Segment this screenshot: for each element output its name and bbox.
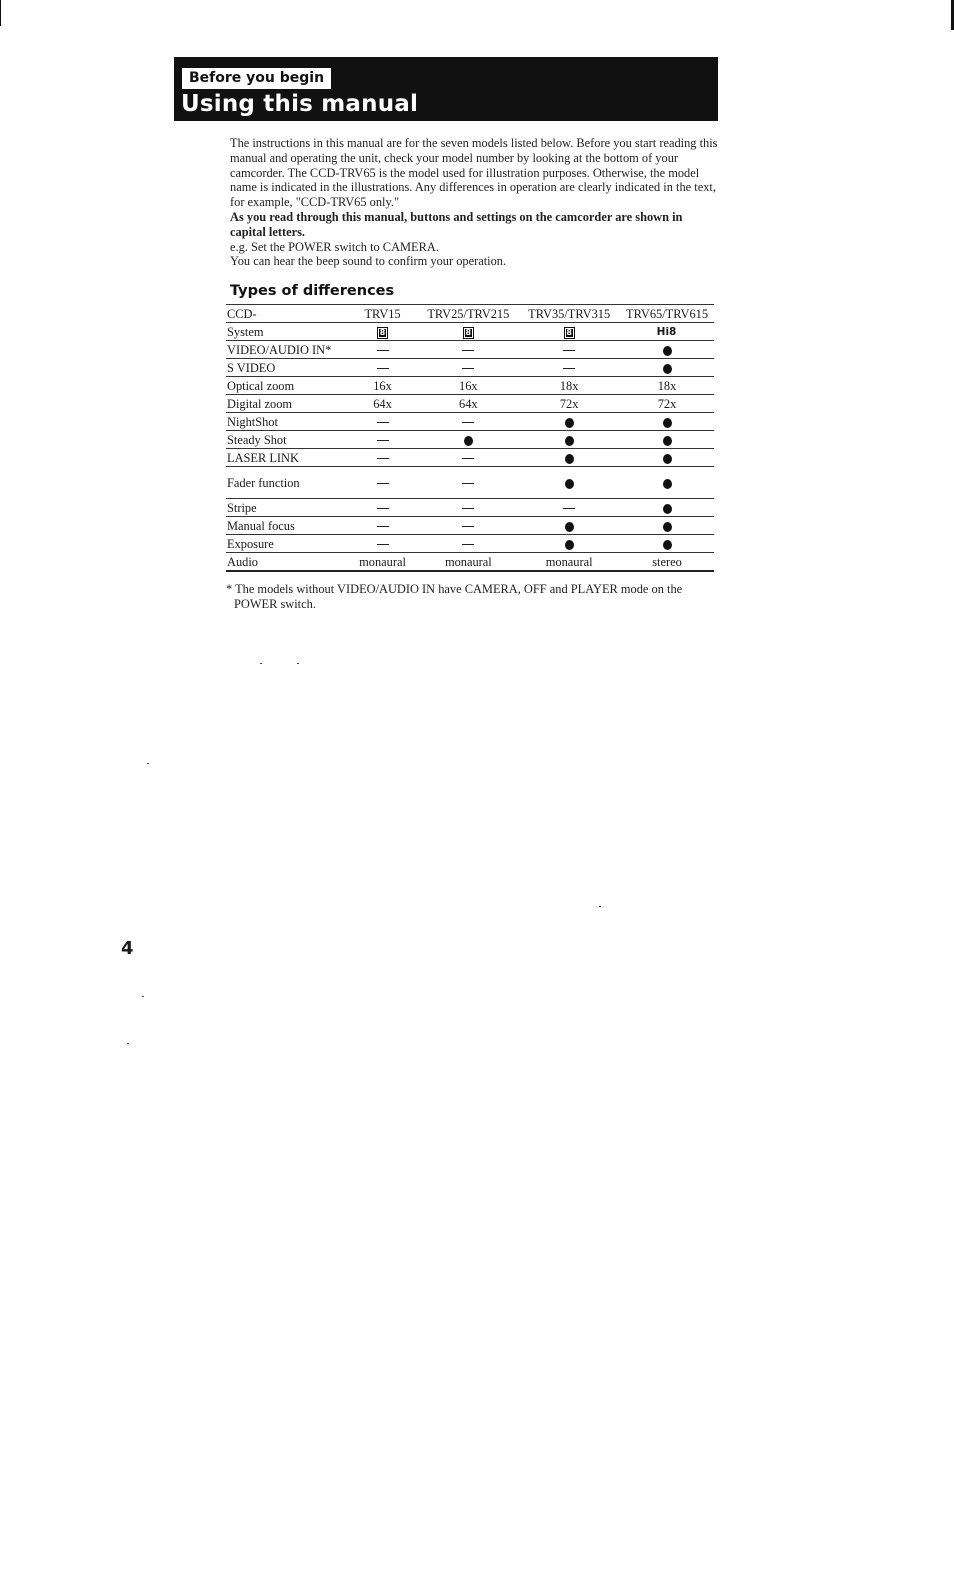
feature-unsupported-icon — [347, 467, 419, 499]
feature-unsupported-icon — [347, 535, 419, 553]
feature-supported-icon — [620, 517, 714, 535]
feature-unsupported-icon — [347, 517, 419, 535]
feature-unsupported-icon — [518, 341, 620, 359]
scan-speck — [127, 1043, 129, 1044]
table-row — [226, 341, 714, 359]
row-label: Audio — [226, 553, 347, 572]
table-row — [226, 535, 714, 553]
table-row — [226, 359, 714, 377]
differences-table — [226, 304, 714, 572]
feature-unsupported-icon — [347, 359, 419, 377]
feature-supported-icon — [620, 359, 714, 377]
cell-value: 18x — [518, 377, 620, 395]
cell-value: 18x — [620, 377, 714, 395]
feature-unsupported-icon — [347, 449, 419, 467]
feature-supported-icon — [518, 535, 620, 553]
cell-value: 16x — [347, 377, 419, 395]
feature-supported-icon — [418, 431, 518, 449]
intro-paragraph: The instructions in this manual are for the seven models listed below. Before you start reading this manual and operating the unit, check your model number by looking at the bottom of your camcorder. The CCD-TRV65 is the model used for illustration purposes. Otherwise, the model name is indicated in the illustrations. Any differences in operation are clearly indicated in the text, for example, "CCD-TRV65 only." — [230, 136, 718, 210]
system-8-icon: 8 — [418, 323, 518, 341]
feature-unsupported-icon — [418, 341, 518, 359]
table-row — [226, 499, 714, 517]
scan-speck — [260, 663, 262, 664]
feature-supported-icon — [620, 535, 714, 553]
feature-unsupported-icon — [518, 499, 620, 517]
scan-speck — [297, 663, 299, 664]
row-label: S VIDEO — [226, 359, 347, 377]
table-row — [226, 449, 714, 467]
feature-unsupported-icon — [418, 499, 518, 517]
intro-example: e.g. Set the POWER switch to CAMERA. — [230, 239, 439, 254]
feature-supported-icon — [518, 517, 620, 535]
section-label: Before you begin — [182, 68, 331, 89]
feature-unsupported-icon — [418, 517, 518, 535]
row-label: NightShot — [226, 413, 347, 431]
feature-supported-icon — [620, 467, 714, 499]
column-header: CCD- — [226, 305, 347, 323]
differences-heading: Types of differences — [230, 283, 395, 299]
cell-value: monaural — [518, 553, 620, 572]
row-label: Exposure — [226, 535, 347, 553]
table-row-system — [226, 323, 714, 341]
row-label: Steady Shot — [226, 431, 347, 449]
feature-unsupported-icon — [418, 359, 518, 377]
row-label: Optical zoom — [226, 377, 347, 395]
table-row — [226, 377, 714, 395]
feature-unsupported-icon — [418, 535, 518, 553]
feature-supported-icon — [518, 413, 620, 431]
table-row — [226, 431, 714, 449]
feature-unsupported-icon — [418, 449, 518, 467]
system-8-icon: 8 — [518, 323, 620, 341]
system-hi8-icon: Hi8 — [620, 323, 714, 341]
table-header-row — [226, 305, 714, 323]
row-label: VIDEO/AUDIO IN* — [226, 341, 347, 359]
feature-unsupported-icon — [347, 431, 419, 449]
table-row — [226, 553, 714, 572]
cell-value: monaural — [347, 553, 419, 572]
feature-unsupported-icon — [418, 467, 518, 499]
scan-speck — [599, 906, 601, 907]
cell-value: 64x — [347, 395, 419, 413]
row-label: Digital zoom — [226, 395, 347, 413]
page-number: 4 — [121, 938, 134, 959]
feature-supported-icon — [518, 467, 620, 499]
cell-value: stereo — [620, 553, 714, 572]
cell-value: 16x — [418, 377, 518, 395]
footnote: * The models without VIDEO/AUDIO IN have CAMERA, OFF and PLAYER mode on the POWER switch. — [226, 582, 683, 611]
cell-value: 72x — [620, 395, 714, 413]
scan-speck — [142, 996, 144, 997]
row-label: System — [226, 323, 347, 341]
table-row — [226, 395, 714, 413]
intro-paragraph-capitals: As you read through this manual, buttons and settings on the camcorder are shown in capital letters. — [230, 209, 683, 239]
feature-supported-icon — [620, 413, 714, 431]
row-label: LASER LINK — [226, 449, 347, 467]
feature-supported-icon — [518, 449, 620, 467]
feature-unsupported-icon — [347, 341, 419, 359]
table-row — [226, 467, 714, 499]
feature-unsupported-icon — [347, 413, 419, 431]
table-row — [226, 413, 714, 431]
column-header: TRV25/TRV215 — [418, 305, 518, 323]
row-label: Manual focus — [226, 517, 347, 535]
row-label: Stripe — [226, 499, 347, 517]
cell-value: monaural — [418, 553, 518, 572]
feature-unsupported-icon — [347, 499, 419, 517]
feature-unsupported-icon — [518, 359, 620, 377]
intro-beep-note: You can hear the beep sound to confirm your operation. — [230, 254, 507, 269]
feature-supported-icon — [518, 431, 620, 449]
cell-value: 72x — [518, 395, 620, 413]
column-header: TRV35/TRV315 — [518, 305, 620, 323]
table-row — [226, 517, 714, 535]
feature-unsupported-icon — [418, 413, 518, 431]
row-label: Fader function — [226, 467, 347, 499]
feature-supported-icon — [620, 341, 714, 359]
feature-supported-icon — [620, 499, 714, 517]
system-8-icon: 8 — [347, 323, 419, 341]
feature-supported-icon — [620, 449, 714, 467]
page-title: Using this manual — [181, 91, 419, 117]
intro-text — [230, 136, 720, 269]
feature-supported-icon — [620, 431, 714, 449]
scan-speck — [147, 763, 149, 764]
scan-edge-left — [0, 0, 1, 26]
column-header: TRV15 — [347, 305, 419, 323]
column-header: TRV65/TRV615 — [620, 305, 714, 323]
cell-value: 64x — [418, 395, 518, 413]
